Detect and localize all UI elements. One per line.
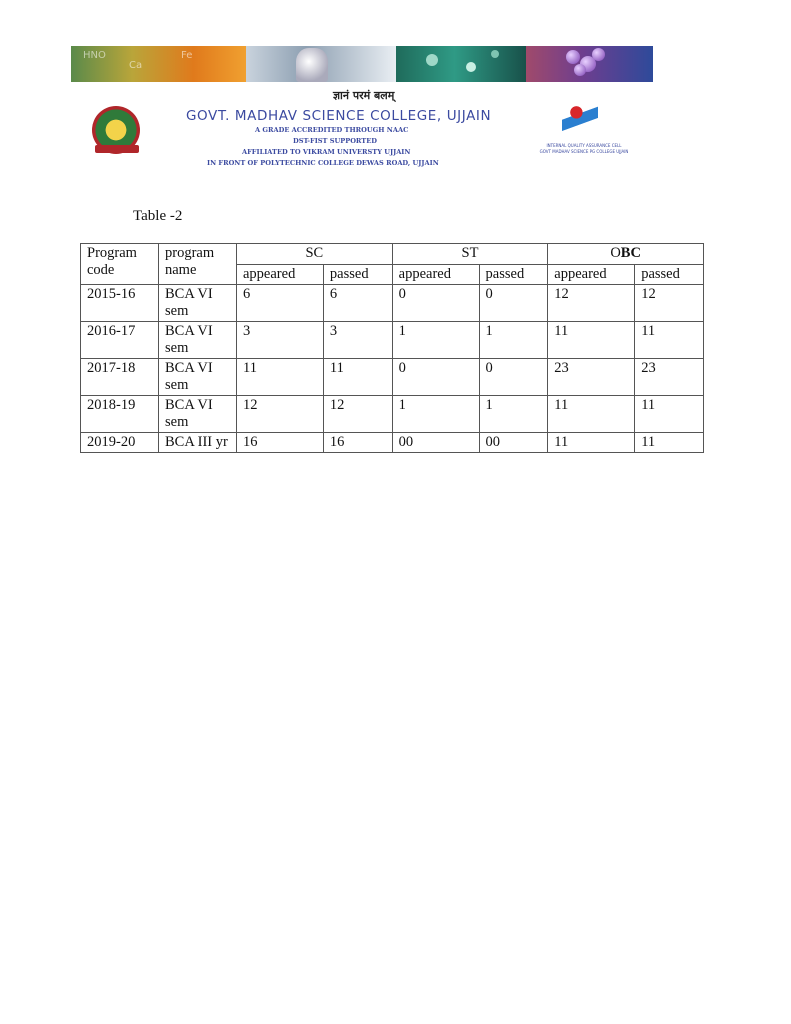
cell-program-code: 2015-16 [81,285,159,322]
header-line-address: IN FRONT OF POLYTECHNIC COLLEGE DEWAS ROAD, UJJAIN [207,159,439,167]
cell-obc-appeared: 11 [548,322,635,359]
iqac-line-1: INTERNAL QUALITY ASSURANCE CELL [546,143,622,148]
header-group-sc: SC [237,244,393,265]
cell-program-name: BCA VI sem [159,322,237,359]
header-program-code: Program code [81,244,159,285]
table-header-row [81,244,704,265]
cell-program-code: 2019-20 [81,433,159,453]
subheader-st-passed: passed [479,265,548,285]
header-line-naac: A GRADE ACCREDITED THROUGH NAAC [255,126,409,134]
iqac-emblem [562,106,598,138]
cell-obc-passed: 23 [635,359,704,396]
cell-obc-passed: 11 [635,396,704,433]
cell-obc-appeared: 23 [548,359,635,396]
iqac-logo [534,106,634,156]
cell-st-appeared: 1 [392,322,479,359]
cell-obc-passed: 11 [635,433,704,453]
cell-sc-passed: 11 [323,359,392,396]
header-program-name: program name [159,244,237,285]
cell-obc-appeared: 11 [548,396,635,433]
cell-st-passed: 1 [479,322,548,359]
banner-chemistry-image: HNO Ca Fe [71,46,246,82]
table-caption: Table -2 [133,208,183,224]
cell-sc-passed: 3 [323,322,392,359]
cell-obc-appeared: 12 [548,285,635,322]
cell-obc-appeared: 11 [548,433,635,453]
cell-sc-passed: 12 [323,396,392,433]
cell-sc-appeared: 3 [237,322,324,359]
header-group-obc: OBC [548,244,704,265]
table-row [81,322,704,359]
cell-st-appeared: 1 [392,396,479,433]
cell-sc-appeared: 16 [237,433,324,453]
college-name: GOVT. MADHAV SCIENCE COLLEGE, UJJAIN [186,108,492,124]
iqac-line-2: GOVT MADHAV SCIENCE PG COLLEGE UJJAIN [539,149,629,154]
cell-sc-appeared: 6 [237,285,324,322]
cell-st-passed: 1 [479,396,548,433]
table-row [81,285,704,322]
cell-st-appeared: 0 [392,359,479,396]
results-table [80,243,704,453]
banner-robot-image [246,46,396,82]
cell-program-code: 2017-18 [81,359,159,396]
table-row [81,433,704,453]
subheader-st-appeared: appeared [392,265,479,285]
table-row [81,396,704,433]
cell-program-name: BCA VI sem [159,359,237,396]
cell-st-appeared: 0 [392,285,479,322]
cell-obc-passed: 11 [635,322,704,359]
cell-program-name: BCA III yr [159,433,237,453]
banner-molecule-image [396,46,526,82]
subheader-sc-passed: passed [323,265,392,285]
header-group-st: ST [392,244,548,265]
header-line-dst: DST-FIST SUPPORTED [293,137,377,145]
cell-program-code: 2018-19 [81,396,159,433]
college-seal-ribbon [95,145,139,153]
cell-sc-passed: 16 [323,433,392,453]
cell-st-passed: 0 [479,285,548,322]
cell-st-appeared: 00 [392,433,479,453]
college-motto: ज्ञानं परमं बलम् [333,89,395,102]
cell-program-code: 2016-17 [81,322,159,359]
cell-sc-appeared: 12 [237,396,324,433]
cell-sc-appeared: 11 [237,359,324,396]
cell-program-name: BCA VI sem [159,396,237,433]
cell-st-passed: 0 [479,359,548,396]
subheader-obc-appeared: appeared [548,265,635,285]
banner-atoms-image [526,46,653,82]
header-line-affiliation: AFFILIATED TO VIKRAM UNIVERSTY UJJAIN [242,148,411,156]
header-banner [71,46,653,82]
table-row [81,359,704,396]
cell-obc-passed: 12 [635,285,704,322]
subheader-sc-appeared: appeared [237,265,324,285]
cell-st-passed: 00 [479,433,548,453]
cell-sc-passed: 6 [323,285,392,322]
cell-program-name: BCA VI sem [159,285,237,322]
subheader-obc-passed: passed [635,265,704,285]
